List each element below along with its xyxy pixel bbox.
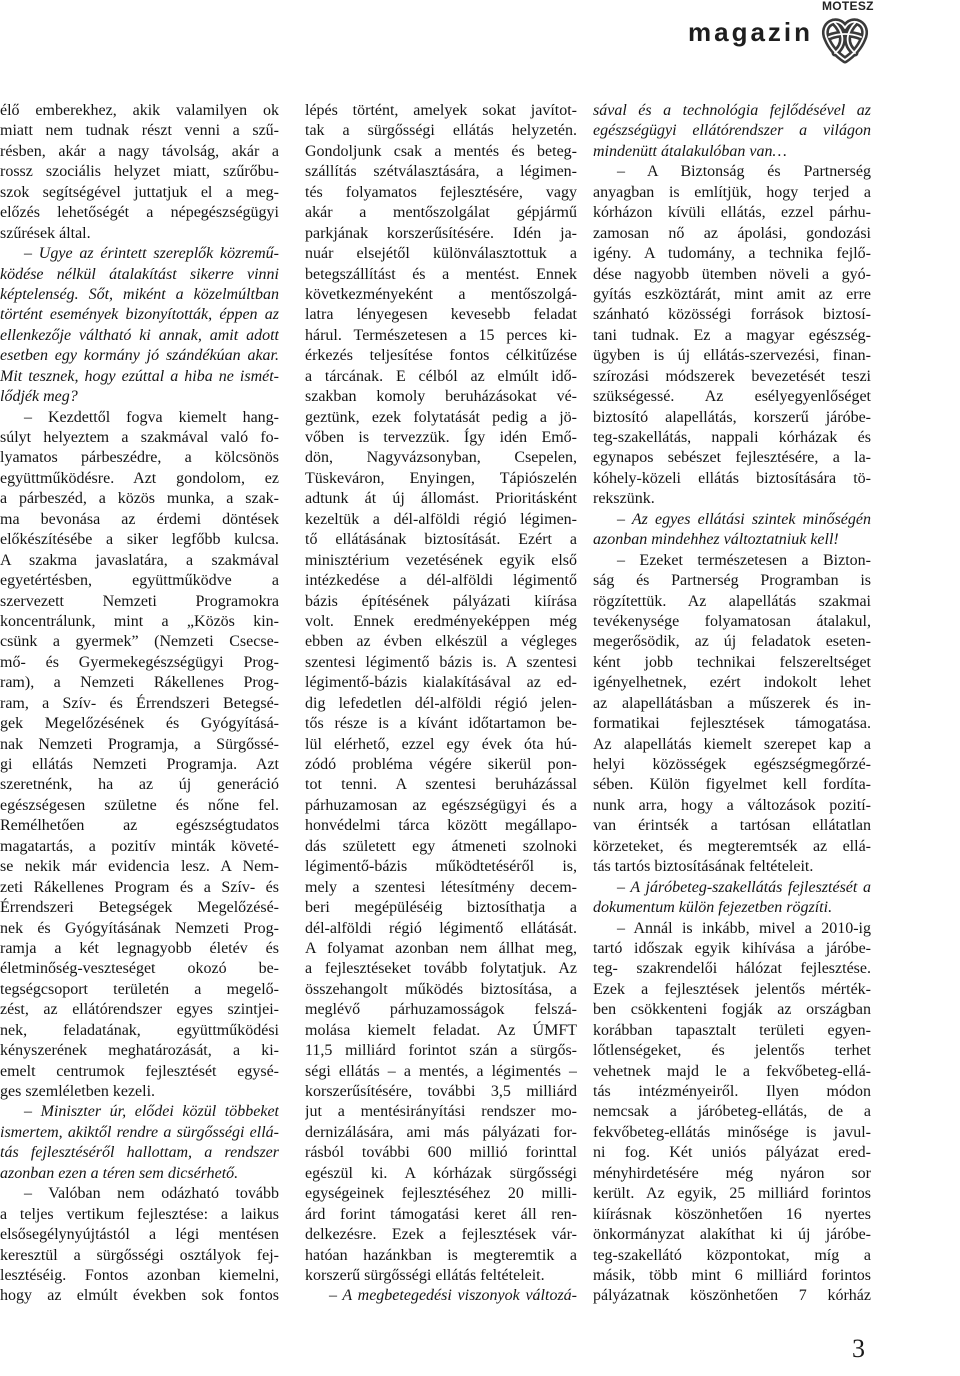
text-line: együttműködésre. Azt gondolom, ez <box>0 469 279 487</box>
text-line: ebben az évben elkészül a végleges <box>305 633 577 651</box>
text-line: igény. A tudomány, a technika fejlő- <box>593 245 871 263</box>
text-line: – A megbetegedési viszonyok változá- <box>329 1287 577 1305</box>
text-line: rekszünk. <box>593 490 655 508</box>
text-line: minisztérium vezetésének egyik első <box>305 551 577 569</box>
text-line: Gondoljunk csak a mentés és beteg- <box>305 142 577 160</box>
text-line: egységeinek fejlesztéséhez 20 milli- <box>305 1185 577 1203</box>
text-line: kóhely-közeli ellátás biztosítására tö- <box>593 469 871 487</box>
text-line: vőben is tervezzük. Így idén Emő- <box>305 429 577 446</box>
text-line: dig lefedetlen dél-alföldi régió jelen- <box>305 694 577 712</box>
text-line: a teljes vertikum fejlesztése: a laikus <box>0 1205 279 1223</box>
text-line: formatikai fejlesztések támogatása. <box>593 715 871 733</box>
text-line: zódó probléma végére sikerül pon- <box>305 756 577 773</box>
text-line: geztünk, ezek folytatását pedig a jö- <box>305 408 577 426</box>
text-line: hatóan hazánkban is megteremtik a <box>305 1246 577 1264</box>
text-line: emelt centrumok fejlesztését egysé- <box>0 1062 279 1080</box>
answer-paragraph <box>0 101 279 244</box>
text-line: lesztéséig. Fontos azonban kiemelni, <box>0 1266 279 1284</box>
text-line: dás született egy átmeneti szolnoki <box>305 837 577 855</box>
text-line: dernizálására, ami más pályázati for- <box>305 1123 577 1141</box>
text-line: dokumentum külön fejezetben rögzíti. <box>593 899 833 917</box>
text-line: ködése nélkül átalakítást sikerre vinni <box>0 265 279 283</box>
text-line: a fejlesztéseket tovább folytatjuk. Az <box>305 960 577 978</box>
text-line: a tárcának. E célból az elmúlt idő- <box>305 367 577 385</box>
answer-paragraph <box>593 551 871 878</box>
text-line: Remélhetően az egészségtudatos <box>0 817 279 835</box>
text-line: magatartás, a pozitív minták követé- <box>0 837 279 855</box>
text-line: zamosan nő az ápolási, gondozási <box>593 224 871 242</box>
text-line: A szakma javaslatára, a szakmával <box>0 551 279 569</box>
text-line: dön, Nagyvázsonyban, Csepelen, <box>305 449 577 467</box>
text-line: nek, feladatának, együttműködési <box>0 1021 279 1039</box>
text-line: mő- és Gyermekegészségügyi Prog- <box>0 653 279 671</box>
motesz-logo-icon <box>817 9 873 65</box>
text-line: mindenütt átalakulóban van… <box>593 142 787 160</box>
text-line: Az alapellátás kiemelt szerepet kap a <box>593 735 871 753</box>
text-line: teg-szakellátó központokat, míg a <box>593 1246 871 1264</box>
text-line: gi ellátás Nemzeti Programja. Azt <box>0 756 279 773</box>
text-line: sával és a technológia fejlődésével az <box>593 102 871 119</box>
text-line: volt. Ennek eredményeképpen még <box>305 612 577 630</box>
text-line: lül elérhető, ezzel egy évek óta hú- <box>305 735 577 753</box>
text-line: se nekik már evidencia lesz. A Nem- <box>0 858 279 876</box>
text-line: tás intézményeiről. Ilyen módon <box>593 1083 871 1100</box>
text-line: tani tudnak. Ez a magyar egészség- <box>593 326 871 344</box>
text-line: súlyt helyeztem a szakmával való fo- <box>0 429 279 446</box>
text-line: Ezek a fejlesztések jelentős mérték- <box>593 980 871 998</box>
text-line: keresztül a sürgősségi osztályok fej- <box>0 1246 279 1264</box>
text-line: légimentő-bázis működtetéséről is, <box>305 858 577 876</box>
text-line: parkjának korszerűsítésére. Idén ja- <box>305 224 577 242</box>
publisher-label: MOTESZ <box>822 0 874 13</box>
text-line: kényszerének meghatározását, a ki- <box>0 1042 279 1060</box>
text-line: előkészítésébe a siker legfőbb kulcsa. <box>0 531 279 549</box>
text-line: bázis építésének pályázati kiírása <box>305 592 577 610</box>
text-line: szánható közösségi források biztosí- <box>593 306 871 324</box>
text-line: teg-szakellátás, nappali kórházak és <box>593 429 871 446</box>
text-line: van érintsék a tartósan ellátatlan <box>593 817 871 835</box>
text-line: szűrések által. <box>0 224 91 242</box>
text-line: hogy az elmúlt években sok fontos <box>0 1287 279 1305</box>
text-line: önkormányzat alakíthat ki új járóbe- <box>593 1226 871 1244</box>
text-line: rögzítettük. Az alapellátás szakmai <box>593 592 871 610</box>
text-line: akár a mentőszolgálat gépjármű <box>305 204 577 222</box>
text-line: fekvőbeteg-ellátás minősége is javul- <box>593 1123 871 1141</box>
answer-paragraph <box>593 162 871 509</box>
text-line: sében. Külön figyelmet kell fordíta- <box>593 776 871 794</box>
answer-paragraph <box>305 101 577 1286</box>
text-line: élő emberekhez, akik valamilyen ok <box>0 102 279 119</box>
text-line: szervezett Nemzeti Programokra <box>0 592 279 610</box>
text-line: következményeként a mentőszolgá- <box>305 285 577 303</box>
text-line: – Annál is inkább, mivel a 2010-ig <box>617 919 871 937</box>
text-line: biztosító alapellátás, korszerű járóbe- <box>593 408 871 426</box>
text-line: beri megépüléséig biztosíthatja a <box>305 899 577 917</box>
text-line: szeretnénk, ha az új generáció <box>0 776 279 794</box>
question-paragraph <box>305 1286 577 1306</box>
text-line: árd forint támogatási keret áll ren- <box>305 1205 577 1223</box>
text-line: – A járóbeteg-szakellátás fejlesztését a <box>617 878 871 896</box>
text-line: azonban ezen a téren sem dicsérhető. <box>0 1164 239 1182</box>
text-line: tés folyamatos fejlesztésére, vagy <box>305 183 577 201</box>
text-line: tős része is a kívánt időtartamon be- <box>305 715 577 733</box>
text-line: egészül ki. A kórházak sürgősségi <box>305 1164 577 1182</box>
text-line: lépés történt, amelyek sokat javítot- <box>305 102 577 119</box>
text-line: – Kezdettől fogva kiemelt hang- <box>24 408 279 426</box>
text-line: az alapellátásban a műszerek és in- <box>593 694 871 712</box>
text-line: légimentő-bázis kialakításával az ed- <box>305 674 577 692</box>
text-line: érkezés teljesítése fontos célkitűzése <box>305 347 577 365</box>
text-line: anyagban is említjük, hogy terjed a <box>593 183 871 201</box>
text-line: tevékenysége folyamatosan átalakul, <box>593 612 871 630</box>
text-line: koncentrálunk, mint a „Közös kin- <box>0 612 279 630</box>
text-line: elsősegélynyújtástól a légi mentésen <box>0 1226 279 1244</box>
text-line: tot tenni. A szentesi beruházással <box>305 776 577 794</box>
text-line: ramja a két legnagyobb életév és <box>0 939 279 957</box>
answer-paragraph <box>0 1184 279 1307</box>
text-line: zeti Rákellenes Program és a Szív- és <box>0 878 279 896</box>
text-line: meglévő párhuzamosságok felszá- <box>305 1001 577 1019</box>
text-column-2 <box>305 101 577 1307</box>
text-column-3 <box>593 101 871 1307</box>
text-line: Érrendszeri Betegségek Megelőzésé- <box>0 899 279 917</box>
text-line: adtunk át új állomást. Prioritásként <box>305 490 577 508</box>
question-paragraph <box>593 878 871 919</box>
text-line: lőtlenségeket, és jelentős terhet <box>593 1042 871 1060</box>
text-line: ellenkezője váltható ki annak, amit adott <box>0 326 279 344</box>
text-line: rossz szociális helyzet miatt, szűrőbu- <box>0 163 279 181</box>
text-line: pályázatnak köszönhetően 7 kórház <box>593 1287 871 1305</box>
text-line: szükségessé. Az esélyegyenlőséget <box>593 388 871 406</box>
answer-paragraph <box>593 919 871 1307</box>
text-line: hárul. Természetesen a 15 perces ki- <box>305 326 577 344</box>
text-line: tás tartós biztosításának feltételeit. <box>593 858 814 876</box>
text-line: csünk a gyermek” (Nemzeti Csecse- <box>0 633 279 651</box>
text-line: ségi ellátás – a mentés, a légimentés – <box>305 1062 577 1080</box>
text-line: – Ugye az érintett szereplők közremű- <box>24 245 279 263</box>
answer-paragraph <box>0 408 279 1103</box>
text-line: gek Megelőzésének és Gyógyításá- <box>0 715 279 733</box>
text-line: igényelhetnek, ezért indokolt lehet <box>593 674 871 692</box>
text-line: dél-alföldi régió légimentő ellátását. <box>305 919 577 937</box>
text-line: mely a szentesi létesítmény decem- <box>305 878 577 896</box>
text-line: kiírásnak köszönhetően 16 nyertes <box>593 1205 871 1223</box>
text-line: tás fejlesztéséről hallottam, a rendszer <box>0 1144 279 1162</box>
text-line: rásból további 600 millió forinttal <box>305 1144 577 1162</box>
text-line: ben csökkenteni fogják az országban <box>593 1001 871 1019</box>
question-paragraph <box>593 101 871 162</box>
text-line: a párbeszéd, a közös munka, a szak- <box>0 490 279 508</box>
text-line: nak Nemzeti Programja, a Sürgőssé- <box>0 735 279 753</box>
text-line: tő ellátásának biztosítását. Ezért a <box>305 531 577 549</box>
text-line: szakban komoly beruházásokat vé- <box>305 388 577 406</box>
text-line: korábban tapasztalt területi egyen- <box>593 1021 871 1039</box>
text-line: 11,5 milliárd forintot szán a sürgős- <box>305 1042 577 1060</box>
text-line: egészségügyi ellátórendszer a világon <box>593 122 871 140</box>
text-line: molása kiemelt feladat. Az ÚMFT <box>305 1021 577 1039</box>
text-line: résben, akár a nagy távolság, akár a <box>0 142 279 160</box>
text-line: megerősödik, az új feladatok eseten- <box>593 633 871 651</box>
text-line: korszerűsítésére, további 3,5 milliárd <box>305 1083 577 1100</box>
text-line: előzés lehetőségét a népegészségügyi <box>0 204 279 222</box>
text-line: szírozási módszerek bevezetését teszi <box>593 367 871 385</box>
text-line: jut a mentésirányítási rendszer mo- <box>305 1103 577 1121</box>
text-line: lődjék meg? <box>0 388 78 406</box>
text-line: teg- szakrendelői hálózat fejlesztése. <box>593 960 871 978</box>
text-column-1 <box>0 101 279 1307</box>
text-line: ményhirdetésére még nyáron sor <box>593 1164 871 1182</box>
text-line: esetben egy kormány jó szándékúan akar. <box>0 347 279 365</box>
text-line: kezeltük a dél-alföldi régió légimen- <box>305 510 577 528</box>
text-line: – Miniszter úr, elődei közül többeket <box>24 1103 279 1121</box>
text-line: egyetértésben, együttműködve a <box>0 572 279 590</box>
text-line: ság és Partnerség Programban is <box>593 572 871 590</box>
text-line: ként jobb technikai felszereltséget <box>593 653 871 671</box>
text-line: tartó időszak egyik kihívása a járóbe- <box>593 939 871 957</box>
text-line: zést, az ellátórendszer egyes szintjei- <box>0 1001 279 1019</box>
text-line: – Az egyes ellátási szintek minőségén <box>617 510 871 528</box>
text-line: ma bevonása az érdemi döntések <box>0 510 279 528</box>
text-line: lyamatos párbeszédre, a kölcsönös <box>0 449 279 467</box>
text-line: intézkedése a dél-alföldi légimentő <box>305 572 577 590</box>
text-line: honvédelmi tárca között megállapo- <box>305 817 577 835</box>
text-line: ges szemléletben kezeli. <box>0 1083 156 1100</box>
text-line: szok segítségével juttatjuk el a meg- <box>0 183 279 201</box>
text-line: történt események bizonyították, éppen az <box>0 306 279 324</box>
text-line: betegszállítást és a mentést. Ennek <box>305 265 577 283</box>
text-line: nemcsak a járóbeteg-ellátás, de a <box>593 1103 871 1121</box>
text-line: ni fog. Két uniós pályázat ered- <box>593 1144 871 1162</box>
text-line: helyi közösségek egészségmegőrzé- <box>593 756 871 773</box>
text-line: ram), a Nemzeti Rákellenes Prog- <box>0 674 279 692</box>
page-number: 3 <box>852 1334 865 1363</box>
question-paragraph <box>0 1102 279 1184</box>
text-line: szállítás szétválasztására, a légimen- <box>305 163 577 181</box>
text-line: egészségesen születne és nőne fel. <box>0 796 279 814</box>
text-line: nek és Gyógyításának Nemzeti Prog- <box>0 919 279 937</box>
text-line: Mit tesznek, hogy ezúttal a hiba ne ismét- <box>0 367 279 385</box>
text-line: tak a sürgősségi ellátás helyzetén. <box>305 122 577 140</box>
magazine-title: magazin <box>688 17 814 47</box>
text-line: ügyben is új ellátás-szervezési, finan- <box>593 347 871 365</box>
text-line: összehangolt működés biztosítása, a <box>305 980 577 998</box>
text-line: miatt nem tudnak részt venni a szű- <box>0 122 279 140</box>
text-line: – Ezeket természetesen a Bizton- <box>617 551 871 569</box>
text-line: szentesi légimentő bázis is. A szentesi <box>305 653 577 671</box>
text-line: életminőség-veszteséget okozó be- <box>0 960 279 978</box>
text-line: tegségcsoport területén a megelő- <box>0 980 279 998</box>
question-paragraph <box>0 244 279 408</box>
text-line: egynapos sebészet fejlesztésére, a la- <box>593 449 871 467</box>
text-line: körzeteket, és megteremtsék az ellá- <box>593 837 871 855</box>
text-line: vehetnek majd le a fekvőbeteg-ellá- <box>593 1062 871 1080</box>
text-line: korszerű sürgősségi ellátás feltételeit. <box>305 1266 545 1284</box>
text-line: latra lényegesen kevesebb feladat <box>305 306 577 324</box>
question-paragraph <box>593 510 871 551</box>
text-line: ismertem, akiktől rendre a sürgősségi ellá- <box>0 1123 279 1141</box>
text-line: került. Az egyik, 25 milliárd forintos <box>593 1185 871 1203</box>
text-line: másik, több mint 6 milliárd forintos <box>593 1266 871 1284</box>
text-line: Tüskeváron, Enyingen, Tápiószelén <box>305 469 577 487</box>
text-line: gyítás eszköztárát, mint amit az erre <box>593 285 871 303</box>
text-line: ram, a Szív- és Érrendszeri Betegsé- <box>0 694 279 712</box>
text-line: A folyamat azonban nem állhat meg, <box>305 939 577 957</box>
text-line: azonban mindehhez változtatniuk kell! <box>593 531 839 549</box>
text-line: nunk arra, hogy a változások pozití- <box>593 796 871 814</box>
text-line: – A Biztonság és Partnerség <box>617 163 871 181</box>
text-line: – Valóban nem odázható tovább <box>24 1185 279 1203</box>
text-line: párhuzamosan az egészségügyi és a <box>305 796 577 814</box>
text-line: képtelenség. Sőt, miként a közelmúltban <box>0 285 279 303</box>
text-line: kórházon kívüli ellátás, ezzel párhu- <box>593 204 871 222</box>
text-line: nuár elsejétől különválasztottuk a <box>305 245 577 263</box>
text-line: dése nagyobb ütemben növeli a gyó- <box>593 265 871 283</box>
text-line: delkezésre. Ezek a fejlesztések vár- <box>305 1226 577 1244</box>
